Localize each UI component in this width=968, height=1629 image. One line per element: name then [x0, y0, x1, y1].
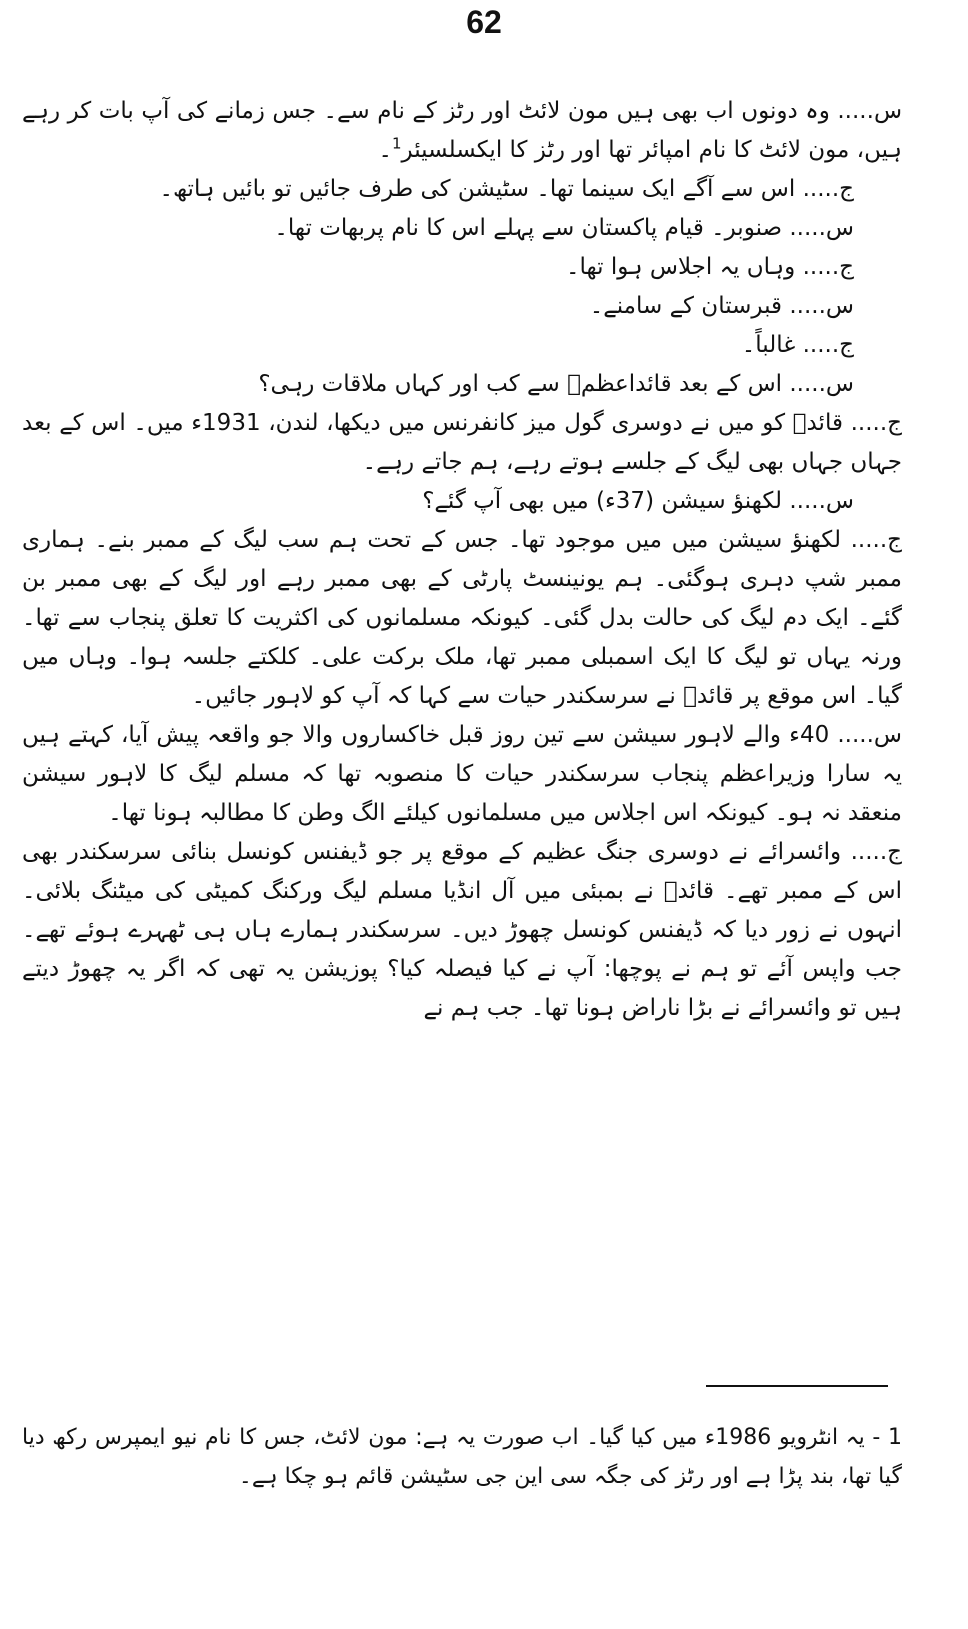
- paragraph-text: اس سے آگے ایک سینما تھا۔ سٹیشن کی طرف جائیں تو بائیں ہاتھ۔: [159, 176, 796, 202]
- paragraph-3: س..... صنوبر۔ قیام پاکستان سے پہلے اس کا نام پربھات تھا۔: [274, 215, 854, 241]
- speaker-marker: ج: [887, 410, 902, 436]
- paragraph-tail: ۔: [378, 137, 392, 163]
- interview-text: [22, 92, 902, 1028]
- speaker-marker: س: [825, 215, 854, 241]
- speaker-marker: ج: [839, 176, 854, 202]
- paragraph-7: س..... اس کے بعد قائداعظمؒ سے کب اور کہاں ملاقات رہی؟: [258, 371, 854, 397]
- paragraph-11: س..... 40ء والے لاہور سیشن سے تین روز قبل خاکساروں والا جو واقعہ پیش آیا، کہتے ہیں یہ سارا وزیراعظم پنجاب سرسکندر حیات کا منصوبہ تھا کہ مسلم لیگ کا لاہور سیشن منعقد نہ ہو۔ کیونکہ اس اجلاس میں مسلمانوں کیلئے الگ وطن کا مطالبہ ہونا تھا۔: [22, 722, 902, 826]
- page-number: 62: [466, 4, 502, 40]
- paragraph-8: ج..... قائدؒ کو میں نے دوسری گول میز کانفرنس میں دیکھا، لندن، 1931ء میں۔ اس کے بعد جہاں جہاں بھی لیگ کے جلسے ہوتے رہے، ہم جاتے رہے۔: [22, 410, 902, 475]
- paragraph-text: غالباً۔: [741, 332, 796, 358]
- paragraph-text: اس کے بعد قائداعظمؒ سے کب اور کہاں ملاقات رہی؟: [258, 371, 783, 397]
- paragraph-text: صنوبر۔ قیام پاکستان سے پہلے اس کا نام پربھات تھا۔: [274, 215, 783, 241]
- speaker-marker: ج: [839, 254, 854, 280]
- paragraph-text: لکھنؤ سیشن (37ء) میں بھی آپ گئے؟: [422, 488, 783, 514]
- speaker-marker: س: [873, 722, 902, 748]
- paragraph-12: ج..... وائسرائے نے دوسری جنگ عظیم کے موقع پر جو ڈیفنس کونسل بنائی سرسکندر بھی اس کے ممبر تھے۔ قائدؒ نے بمبئی میں آل انڈیا مسلم لیگ ورکنگ کمیٹی کی میٹنگ بلائی۔ انہوں نے زور دیا کہ ڈیفنس کونسل چھوڑ دیں۔ سرسکندر ہمارے ہاں ہی ٹھہرے ہوئے تھے۔ جب واپس آئے تو ہم نے پوچھا: آپ نے کیا فیصلہ کیا؟ پوزیشن یہ تھی کہ اگر یہ چھوڑ دیتے ہیں تو وائسرائے نے بڑا ناراض ہونا تھا۔ جب ہم نے: [22, 839, 903, 1021]
- speaker-marker: ج: [887, 527, 902, 553]
- footnote-1: 1 - یہ انٹرویو 1986ء میں کیا گیا۔ اب صورت یہ ہے: مون لائٹ، جس کا نام نیو ایمپرس رکھ دیا گیا تھا، بند پڑا ہے اور رٹز کی جگہ سی این جی سٹیشن قائم ہو چکا ہے۔: [22, 1425, 903, 1489]
- footnote-text: یہ انٹرویو 1986ء میں کیا گیا۔ اب صورت یہ ہے: مون لائٹ، جس کا نام نیو ایمپرس رکھ دیا گیا تھا، بند پڑا ہے اور رٹز کی جگہ سی این جی سٹیشن قائم ہو چکا ہے۔: [22, 1425, 902, 1489]
- paragraph-text: 40ء والے لاہور سیشن سے تین روز قبل خاکساروں والا جو واقعہ پیش آیا، کہتے ہیں یہ سارا وزیراعظم پنجاب سرسکندر حیات کا منصوبہ تھا کہ مسلم لیگ کا لاہور سیشن منعقد نہ ہو۔ کیونکہ اس اجلاس میں مسلمانوں کیلئے الگ وطن کا مطالبہ ہونا تھا۔: [22, 722, 902, 826]
- speaker-marker: س: [825, 488, 854, 514]
- paragraph-10: ج..... لکھنؤ سیشن میں میں موجود تھا۔ جس کے تحت ہم سب لیگ کے ممبر بنے۔ ہماری ممبر شپ دہری ہوگئی۔ ہم یونینسٹ پارٹی کے بھی ممبر رہے اور لیگ کے بھی ممبر بن گئے۔ ایک دم لیگ کی حالت بدل گئی۔ کیونکہ مسلمانوں کی اکثریت کا تعلق پنجاب سے تھا۔ ورنہ یہاں تو لیگ کا ایک اسمبلی ممبر تھا، ملک برکت علی۔ کلکتے جلسہ ہوا۔ وہاں میں گیا۔ اس موقع پر قائدؒ نے سرسکندر حیات سے کہا کہ آپ کو لاہور جائیں۔: [22, 527, 902, 709]
- paragraph-4: ج..... وہاں یہ اجلاس ہوا تھا۔: [566, 254, 854, 280]
- paragraph-text: وائسرائے نے دوسری جنگ عظیم کے موقع پر جو ڈیفنس کونسل بنائی سرسکندر بھی اس کے ممبر تھے۔ قائدؒ نے بمبئی میں آل انڈیا مسلم لیگ ورکنگ کمیٹی کی میٹنگ بلائی۔ انہوں نے زور دیا کہ ڈیفنس کونسل چھوڑ دیں۔ سرسکندر ہمارے ہاں ہی ٹھہرے ہوئے تھے۔ جب واپس آئے تو ہم نے پوچھا: آپ نے کیا فیصلہ کیا؟ پوزیشن یہ تھی کہ اگر یہ چھوڑ دیتے ہیں تو وائسرائے نے بڑا ناراض ہونا تھا۔ جب ہم نے: [22, 839, 902, 1021]
- paragraph-2: ج..... اس سے آگے ایک سینما تھا۔ سٹیشن کی طرف جائیں تو بائیں ہاتھ۔: [159, 176, 854, 202]
- speaker-marker: س: [825, 371, 854, 397]
- paragraph-9: س..... لکھنؤ سیشن (37ء) میں بھی آپ گئے؟: [422, 488, 854, 514]
- paragraph-6: ج..... غالباً۔: [741, 332, 854, 358]
- paragraph-1: س..... وہ دونوں اب بھی ہیں مون لائٹ اور رٹز کے نام سے۔ جس زمانے کی آپ بات کر رہے ہیں، مون لائٹ کا نام امپائر تھا اور رٹز کا ایکسلسیئر$^1$۔: [22, 98, 903, 163]
- footnote-reference: 1: [391, 134, 402, 153]
- speaker-marker: ج: [839, 332, 854, 358]
- paragraph-text: لکھنؤ سیشن میں میں موجود تھا۔ جس کے تحت ہم سب لیگ کے ممبر بنے۔ ہماری ممبر شپ دہری ہوگئی۔ ہم یونینسٹ پارٹی کے بھی ممبر رہے اور لیگ کے بھی ممبر بن گئے۔ ایک دم لیگ کی حالت بدل گئی۔ کیونکہ مسلمانوں کی اکثریت کا تعلق پنجاب سے تھا۔ ورنہ یہاں تو لیگ کا ایک اسمبلی ممبر تھا، ملک برکت علی۔ کلکتے جلسہ ہوا۔ وہاں میں گیا۔ اس موقع پر قائدؒ نے سرسکندر حیات سے کہا کہ آپ کو لاہور جائیں۔: [22, 527, 902, 709]
- paragraph-text: قبرستان کے سامنے۔: [589, 293, 783, 319]
- paragraph-text: قائدؒ کو میں نے دوسری گول میز کانفرنس میں دیکھا، لندن، 1931ء میں۔ اس کے بعد جہاں جہاں بھی لیگ کے جلسے ہوتے رہے، ہم جاتے رہے۔: [22, 410, 902, 475]
- paragraph-5: س..... قبرستان کے سامنے۔: [589, 293, 854, 319]
- speaker-marker: ج: [887, 839, 903, 865]
- footnote-number: 1: [888, 1425, 903, 1450]
- footnote-divider: [706, 1385, 888, 1387]
- speaker-marker: س: [825, 293, 854, 319]
- speaker-marker: س: [873, 98, 903, 124]
- paragraph-text: وہ دونوں اب بھی ہیں مون لائٹ اور رٹز کے نام سے۔ جس زمانے کی آپ بات کر رہے ہیں، مون لائٹ کا نام امپائر تھا اور رٹز کا ایکسلسیئر: [22, 98, 902, 163]
- paragraph-text: وہاں یہ اجلاس ہوا تھا۔: [566, 254, 796, 280]
- footnote-section: [22, 1418, 902, 1496]
